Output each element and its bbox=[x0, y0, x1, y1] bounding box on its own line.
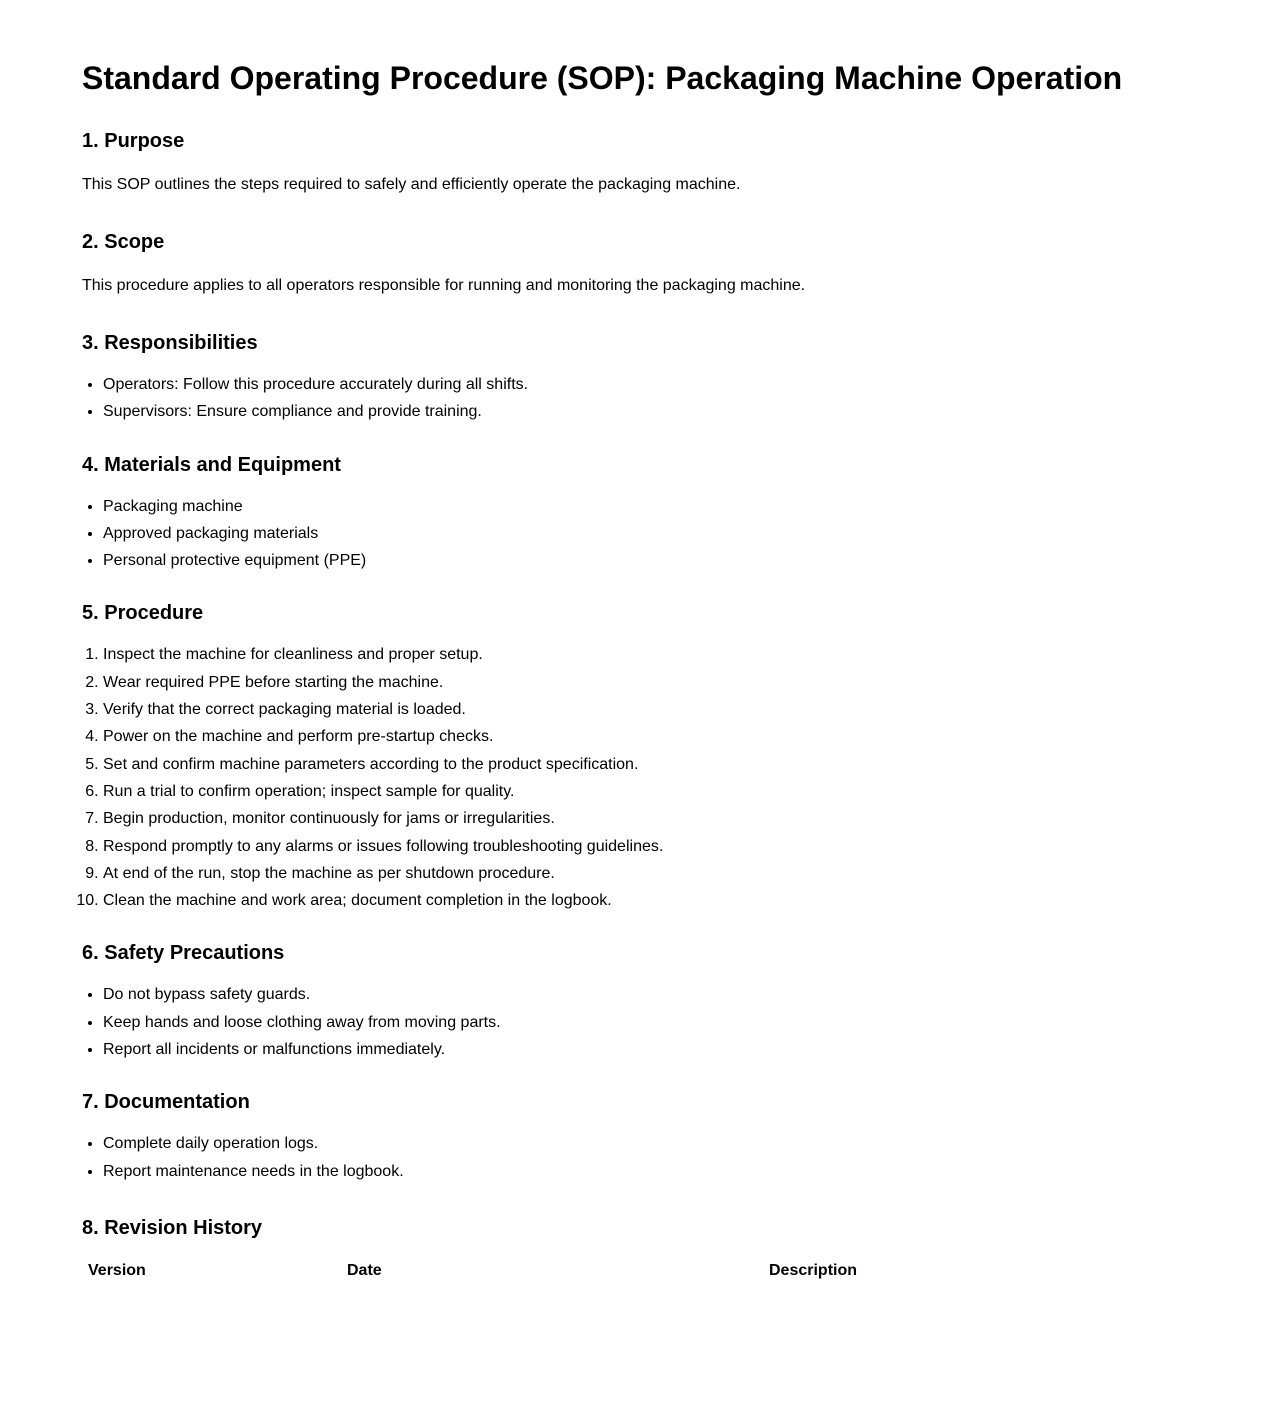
list-item: • Personal protective equipment (PPE) bbox=[103, 547, 1181, 574]
list-item: • Do not bypass safety guards. bbox=[103, 981, 1181, 1008]
section-heading: 8. Revision History bbox=[82, 1216, 263, 1239]
list-item: • Operators: Follow this procedure accurately during all shifts. bbox=[103, 371, 1181, 398]
section-procedure bbox=[82, 600, 1181, 914]
documentation-list bbox=[82, 1130, 1181, 1185]
section-heading: 6. Safety Precautions bbox=[82, 942, 285, 965]
procedure-step: 2. Wear required PPE before starting the machine. bbox=[103, 669, 1181, 696]
list-item: • Supervisors: Ensure compliance and provide training. bbox=[103, 398, 1181, 425]
safety-list bbox=[82, 981, 1181, 1063]
page-title: Standard Operating Procedure (SOP): Packaging Machine Operation bbox=[82, 60, 1123, 96]
procedure-step: 7. Begin production, monitor continuously for jams or irregularities. bbox=[103, 805, 1181, 832]
section-heading: 1. Purpose bbox=[82, 130, 185, 152]
section-heading: 2. Scope bbox=[82, 231, 165, 253]
section-purpose bbox=[82, 128, 1181, 195]
list-item: • Keep hands and loose clothing away from moving parts. bbox=[103, 1009, 1181, 1036]
responsibilities-list bbox=[82, 371, 1181, 426]
column-header-version: Version bbox=[88, 1261, 146, 1279]
list-item: • Report maintenance needs in the logbook. bbox=[103, 1158, 1181, 1185]
procedure-step: 8. Respond promptly to any alarms or issues following troubleshooting guidelines. bbox=[103, 833, 1181, 860]
list-item: • Packaging machine bbox=[103, 493, 1181, 520]
section-safety bbox=[82, 940, 1181, 1063]
procedure-step: 5. Set and confirm machine parameters according to the product specification. bbox=[103, 751, 1181, 778]
scope-text: This procedure applies to all operators responsible for running and monitoring the packaging machine. bbox=[82, 277, 806, 294]
table-header-row bbox=[82, 1255, 1181, 1287]
section-responsibilities bbox=[82, 330, 1181, 426]
procedure-step: 4. Power on the machine and perform pre-startup checks. bbox=[103, 723, 1181, 750]
section-heading: 3. Responsibilities bbox=[82, 332, 258, 354]
procedure-step: 6. Run a trial to confirm operation; inspect sample for quality. bbox=[103, 778, 1181, 805]
list-item: • Complete daily operation logs. bbox=[103, 1130, 1181, 1157]
procedure-step: 3. Verify that the correct packaging material is loaded. bbox=[103, 696, 1181, 723]
procedure-step: 9. At end of the run, stop the machine as per shutdown procedure. bbox=[103, 860, 1181, 887]
column-header-description: Description bbox=[769, 1261, 858, 1279]
list-item: • Approved packaging materials bbox=[103, 520, 1181, 547]
section-heading: 4. Materials and Equipment bbox=[82, 453, 341, 476]
section-scope bbox=[82, 229, 1181, 296]
purpose-text: This SOP outlines the steps required to safely and efficiently operate the packaging machine. bbox=[82, 176, 741, 193]
section-revision-history bbox=[82, 1215, 1181, 1287]
section-heading: 7. Documentation bbox=[82, 1091, 250, 1114]
procedure-step: 10. Clean the machine and work area; document completion in the logbook. bbox=[103, 887, 1181, 914]
procedure-steps bbox=[82, 641, 1181, 914]
section-heading: 5. Procedure bbox=[82, 602, 204, 625]
column-header-date: Date bbox=[347, 1261, 382, 1279]
section-documentation bbox=[82, 1089, 1181, 1185]
procedure-step: 1. Inspect the machine for cleanliness and proper setup. bbox=[103, 641, 1181, 668]
materials-list bbox=[82, 493, 1181, 575]
list-item: • Report all incidents or malfunctions immediately. bbox=[103, 1036, 1181, 1063]
revision-history-table bbox=[82, 1255, 1181, 1287]
section-materials bbox=[82, 452, 1181, 575]
